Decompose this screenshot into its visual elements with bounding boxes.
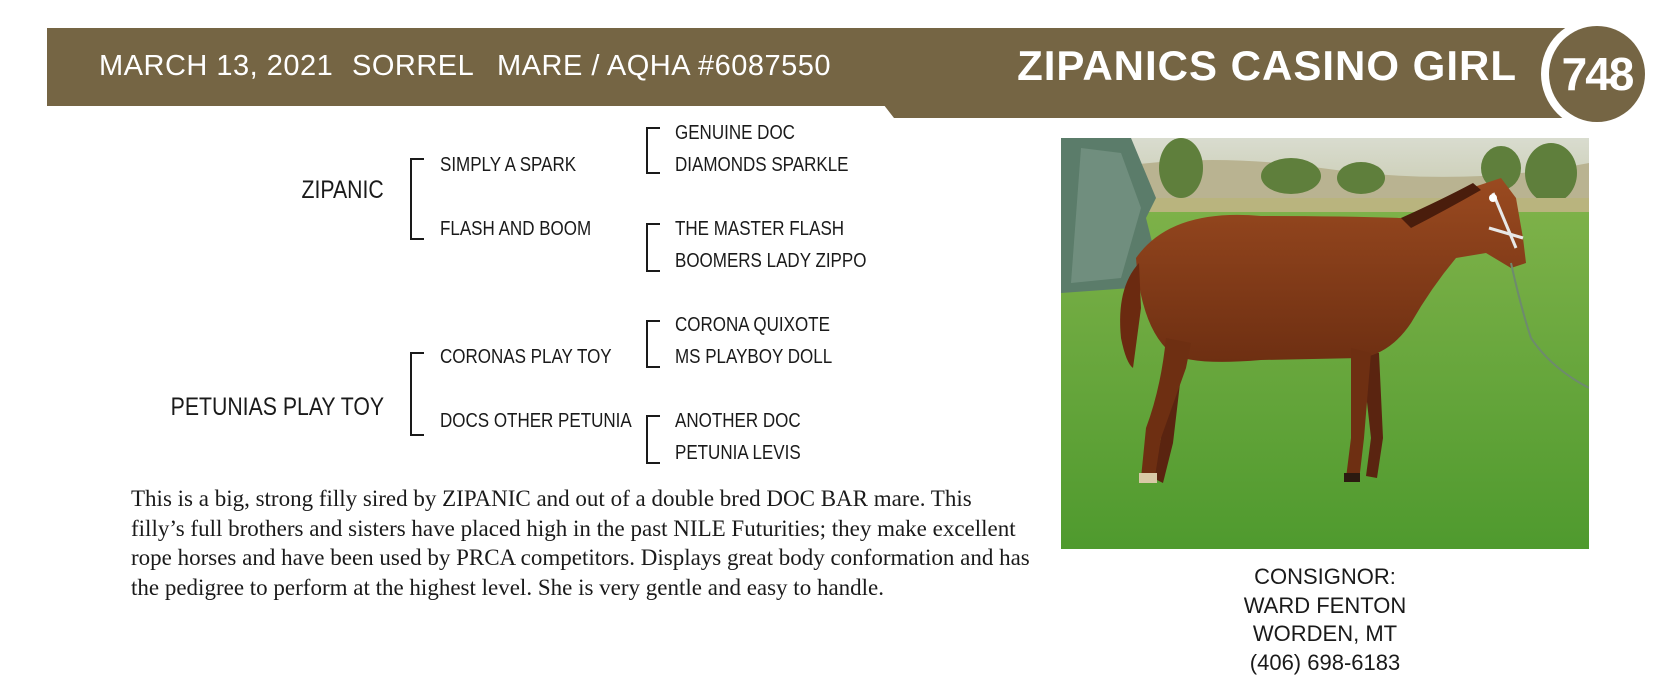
lot-badge-inner xyxy=(1549,26,1645,122)
pedigree-dam-sire: CORONAS PLAY TOY xyxy=(440,346,612,368)
pedigree-bracket xyxy=(410,158,424,240)
pedigree-dam-dam: DOCS OTHER PETUNIA xyxy=(440,410,632,432)
pedigree-sire-sire-sire: GENUINE DOC xyxy=(675,122,795,144)
consignor-block xyxy=(1145,563,1505,677)
consignor-location: WORDEN, MT xyxy=(1252,621,1398,646)
pedigree-sire-dam: FLASH AND BOOM xyxy=(440,218,592,240)
pedigree-sire-sire-dam: DIAMONDS SPARKLE xyxy=(675,154,849,176)
pedigree-bracket xyxy=(410,352,424,436)
pedigree-dam-dam-sire: ANOTHER DOC xyxy=(675,410,801,432)
pedigree-bracket xyxy=(646,223,660,272)
foaling-date: MARCH 13, 2021 xyxy=(99,50,334,82)
pedigree-dam-sire-sire: CORONA QUIXOTE xyxy=(675,314,830,336)
consignor-name: WARD FENTON xyxy=(1243,592,1407,618)
pedigree-dam-dam-dam: PETUNIA LEVIS xyxy=(675,442,801,464)
pedigree-sire-dam-dam: BOOMERS LADY ZIPPO xyxy=(675,250,867,272)
consignor-phone: (406) 698-6183 xyxy=(1249,649,1401,675)
pedigree-bracket xyxy=(646,415,660,464)
pedigree-bracket xyxy=(646,320,660,368)
horse-photo xyxy=(1061,138,1589,549)
horse-name: ZIPANICS CASINO GIRL xyxy=(1017,42,1517,89)
consignor-label: CONSIGNOR: xyxy=(1254,564,1396,589)
pedigree-sire-dam-sire: THE MASTER FLASH xyxy=(675,218,845,240)
pedigree-dam-sire-dam: MS PLAYBOY DOLL xyxy=(675,346,833,368)
lot-number: 748 xyxy=(1561,48,1633,100)
pedigree-sire-sire: SIMPLY A SPARK xyxy=(440,154,577,176)
pedigree-bracket xyxy=(646,127,660,174)
pedigree-dam: PETUNIAS PLAY TOY xyxy=(170,393,384,421)
header-banner-tab xyxy=(880,100,1580,118)
pedigree-sire: ZIPANIC xyxy=(301,176,384,204)
horse-description: This is a big, strong filly sired by ZIPANIC and out of a double bred DOC BAR mare. This filly’s full brothers and sisters have placed high in the past NILE Futurities; they make excellent rope horses and have been used by PRCA competitors. Displays great body conformation and has the pedigree to perform at the highest level. She is very gentle and easy to handle. xyxy=(131,486,1030,600)
horse-color: SORREL xyxy=(352,50,475,82)
sex-registration: MARE / AQHA #6087550 xyxy=(497,50,832,82)
